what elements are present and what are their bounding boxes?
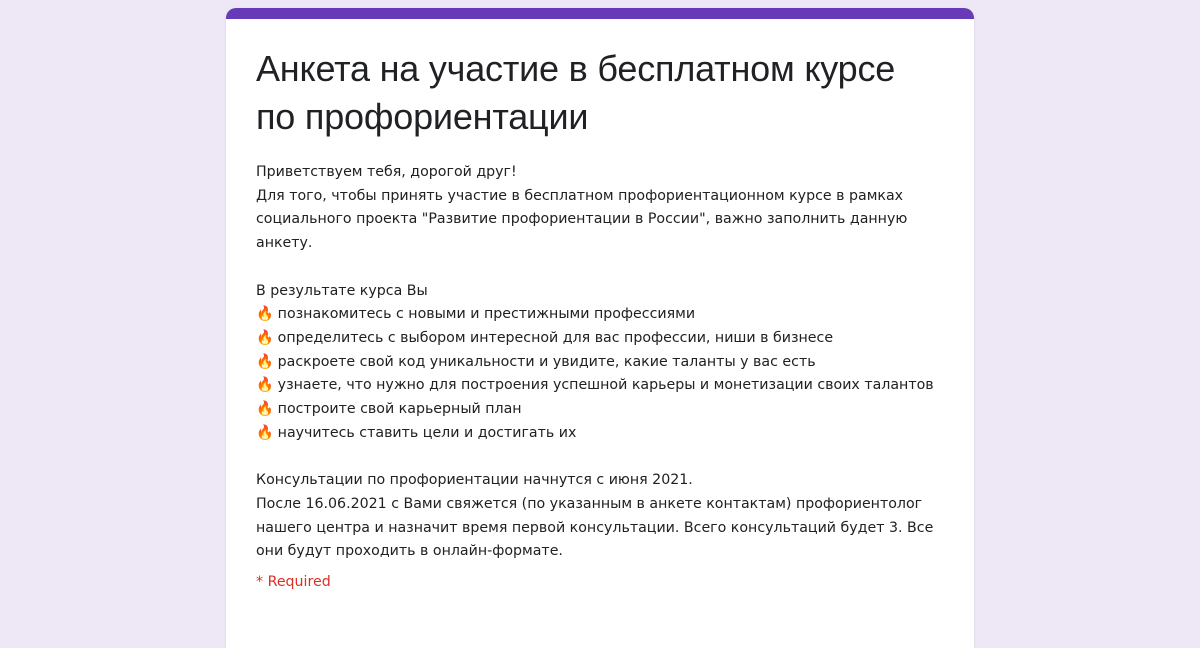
fire-icon: 🔥 [256,377,274,394]
form-header-card [226,8,974,648]
consult-details-text: После 16.06.2021 с Вами свяжется (по указанным в анкете контактам) профориентолог нашего центра и назначит время первой консультации. Всего консультаций будет 3. Все они будут проходить в онлайн-формате. [256,495,934,560]
bullet-text: построите свой карьерный план [277,401,522,418]
fire-icon: 🔥 [256,329,274,346]
form-title: Анкета на участие в бесплатном курсе по профориентации [256,48,896,137]
bullet-item [256,303,944,327]
form-header-content [226,19,974,590]
fire-icon: 🔥 [256,306,274,323]
bullet-text: научитесь ставить цели и достигать их [277,424,577,441]
bullet-item [256,327,944,351]
fire-icon: 🔥 [256,401,274,418]
required-note: * Required [256,573,331,590]
intro-text: Для того, чтобы принять участие в бесплатном профориентационном курсе в рамках социального проекта "Развитие профориентации в России", важно заполнить данную анкету. [256,187,908,252]
bullet-item [256,422,944,446]
consult-start-text: Консультации по профориентации начнутся с июня 2021. [256,472,693,489]
results-heading: В результате курса Вы [256,282,428,299]
bullet-text: определитесь с выбором интересной для вас профессии, ниши в бизнесе [277,329,834,346]
blank-line [256,445,944,469]
bullet-text: раскроете свой код уникальности и увидите, какие таланты у вас есть [277,353,816,370]
fire-icon: 🔥 [256,424,274,441]
greeting-text: Приветствуем тебя, дорогой друг! [256,164,517,180]
bullet-text: познакомитесь с новыми и престижными профессиями [277,306,696,323]
bullet-text: узнаете, что нужно для построения успешной карьеры и монетизации своих талантов [277,377,934,394]
accent-bar [226,8,974,19]
bullet-item [256,398,944,422]
form-description [256,161,944,564]
blank-line [256,256,944,280]
fire-icon: 🔥 [256,353,274,370]
bullet-item [256,374,944,398]
bullet-item [256,351,944,375]
